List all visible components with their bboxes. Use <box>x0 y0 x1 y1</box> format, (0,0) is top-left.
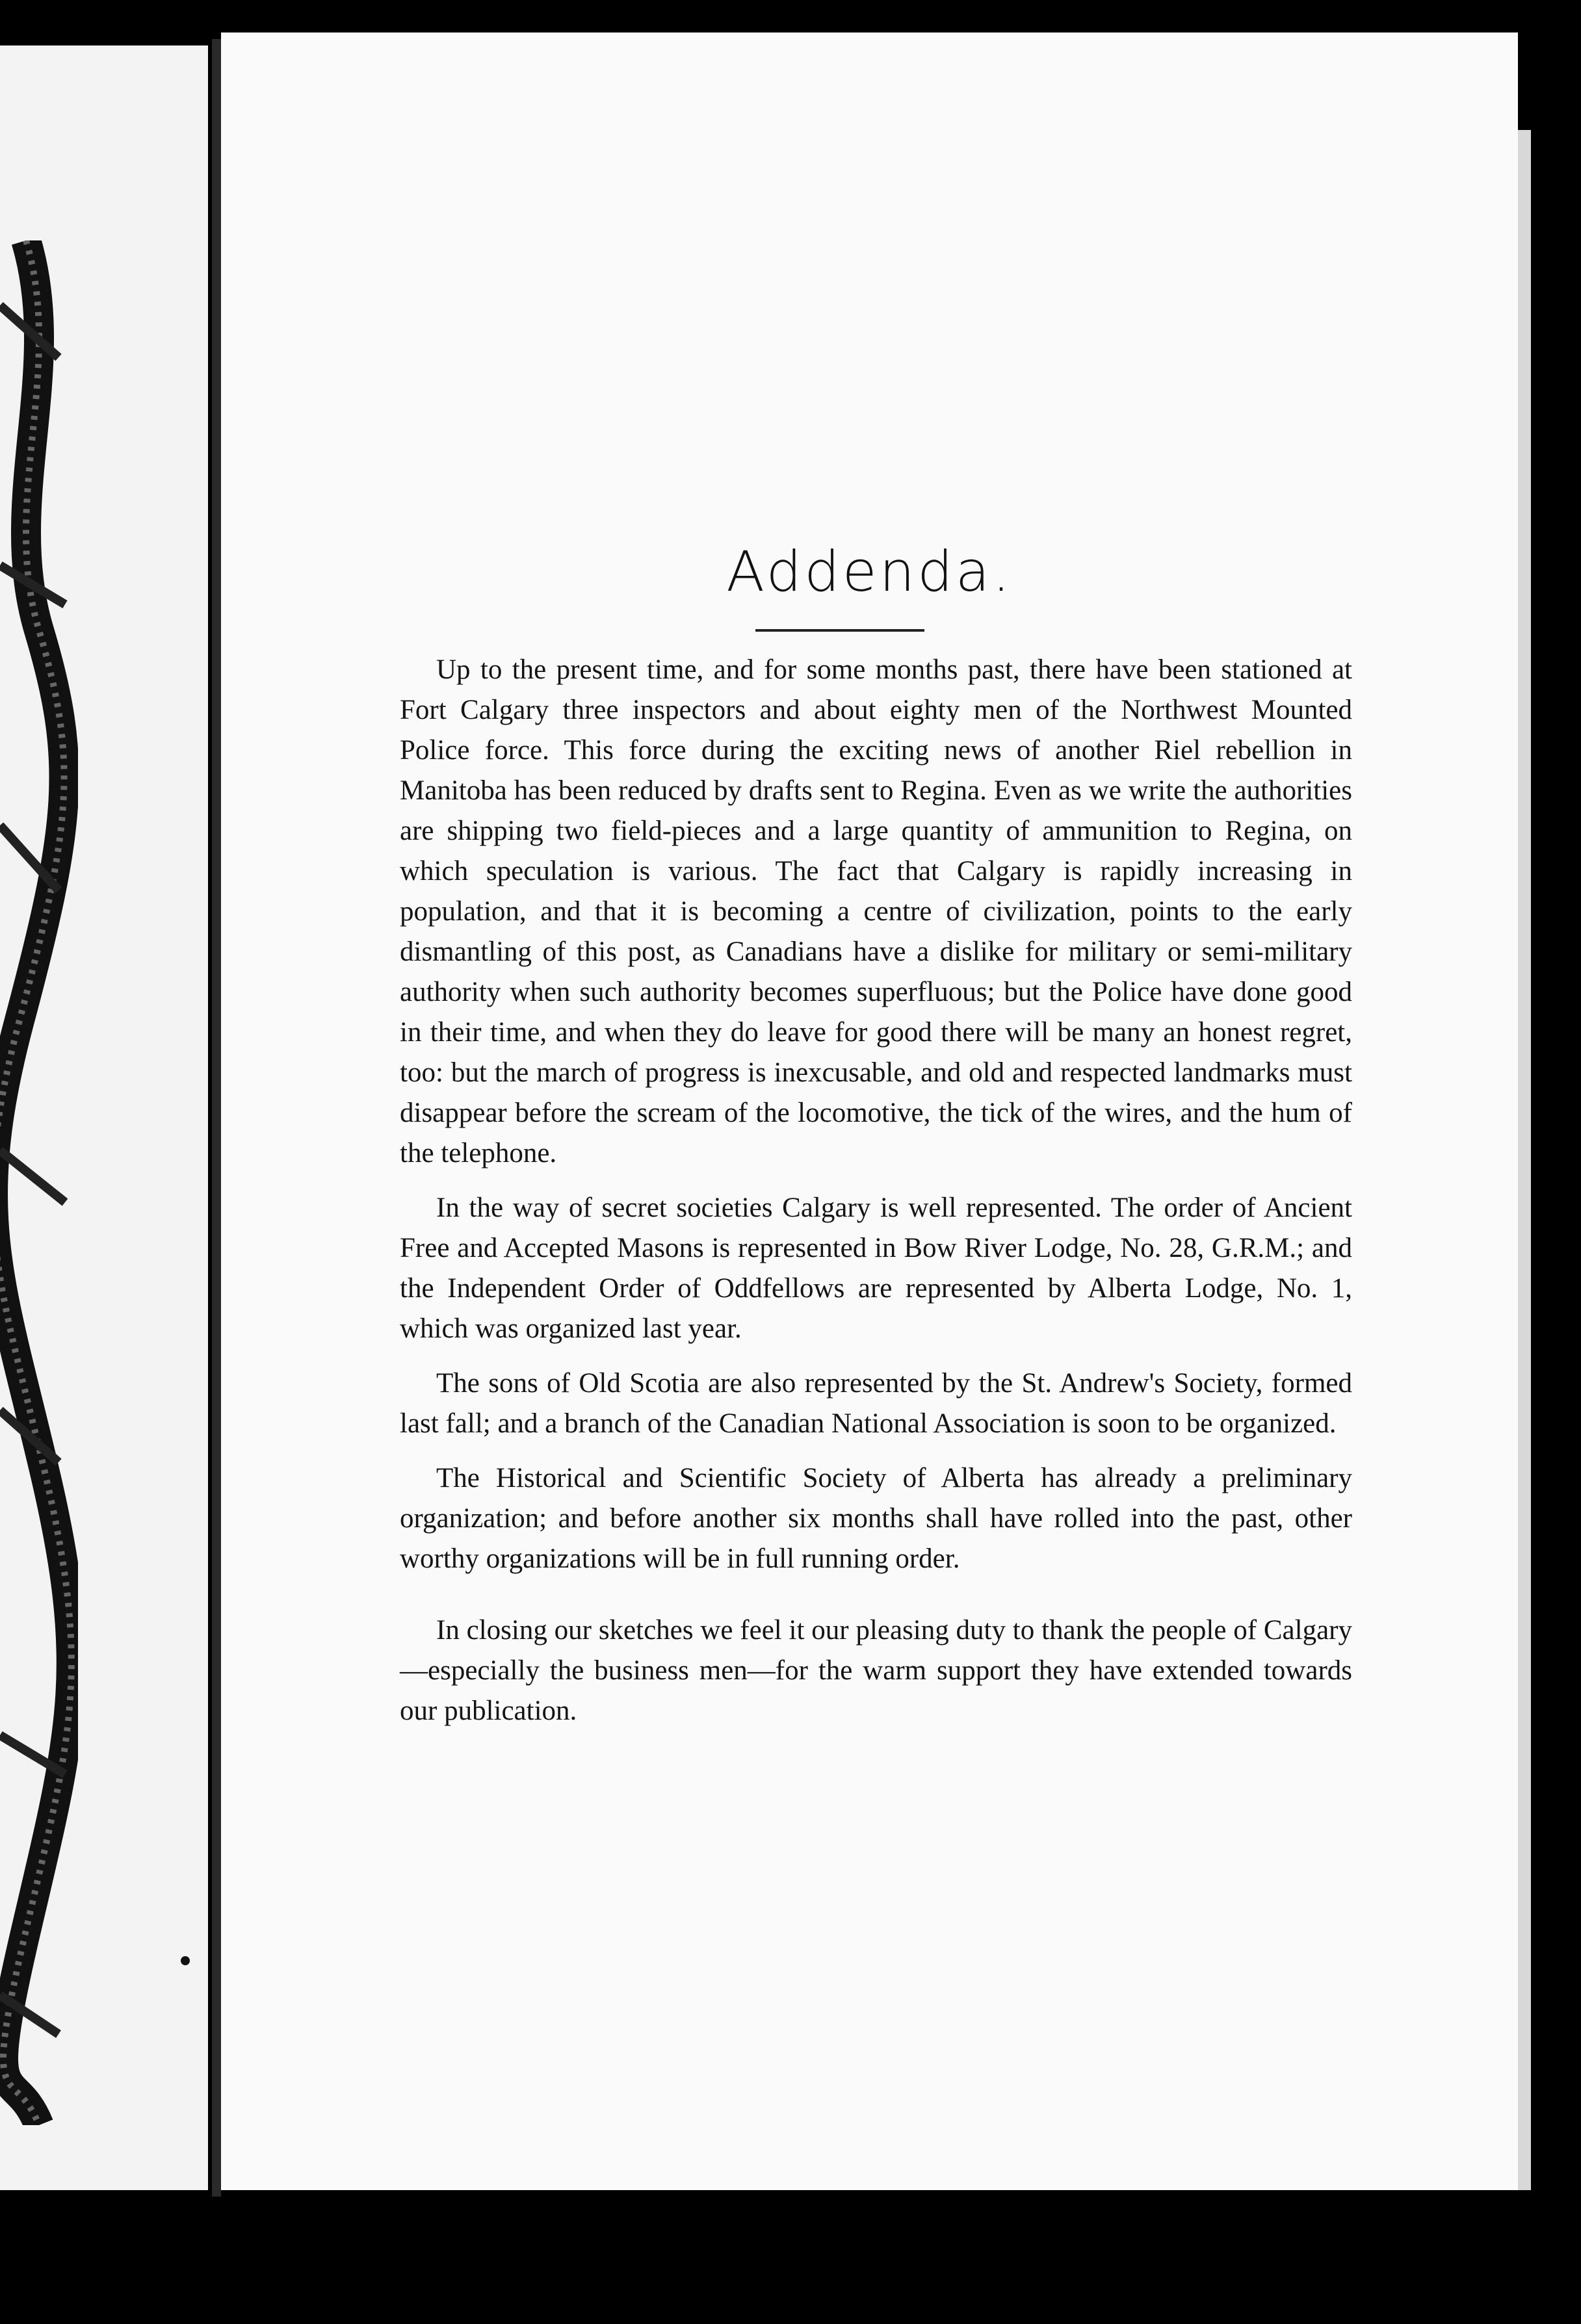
article-body <box>400 650 1352 1746</box>
paragraph-closing: In closing our sketches we feel it our pleasing duty to thank the people of Calgary—especially the business men—for the warm support they have extended towards our publication. <box>400 1615 1352 1726</box>
page-edge <box>1518 130 1531 2190</box>
paragraph-scotia: The sons of Old Scotia are also represented by the St. Andrew's Society, formed last fall; and a branch of the Canadian National Association is soon to be organized. <box>400 1368 1352 1439</box>
ink-speck <box>181 1956 190 1965</box>
paragraph-police: Up to the present time, and for some months past, there have been stationed at Fort Calgary three inspectors and about eighty men of the Northwest Mounted Police force. This force during the exciting news of another Riel rebellion in Manitoba has been reduced by drafts sent to Regina. Even as we write the authorities are shipping two field-pieces and a large quantity of ammunition to Regina, on which speculation is various. The fact that Calgary is rapidly increasing in population, and that it is becoming a centre of civilization, points to the early dismantling of this post, as Canadians have a dislike for military or semi-military authority when such authority becomes superfluous; but the Police have done good in their time, and when they do leave for good there will be many an honest regret, too: but the march of progress is inexcusable, and old and respected landmarks must disappear before the scream of the locomotive, the tick of the wires, and the hum of the telephone. <box>400 654 1352 1168</box>
facing-page <box>0 45 208 2190</box>
paragraph-historical-society: The Historical and Scientific Society of Alberta has already a preliminary organization; and before another six months shall have rolled into the past, other worthy organizations will be in full running order. <box>400 1463 1352 1574</box>
paragraph-secret-societies: In the way of secret societies Calgary is well represented. The order of Ancient Free and Accepted Masons is represented in Bow River Lodge, No. 28, G.R.M.; and the Independent Order of Oddfellows are represented by Alberta Lodge, No. 1, which was organized last year. <box>400 1193 1352 1344</box>
page-binding-shadow <box>212 39 221 2197</box>
title-rule <box>755 629 924 632</box>
decorative-vine-border <box>0 240 78 2125</box>
page-title: Addenda. <box>726 539 1013 604</box>
